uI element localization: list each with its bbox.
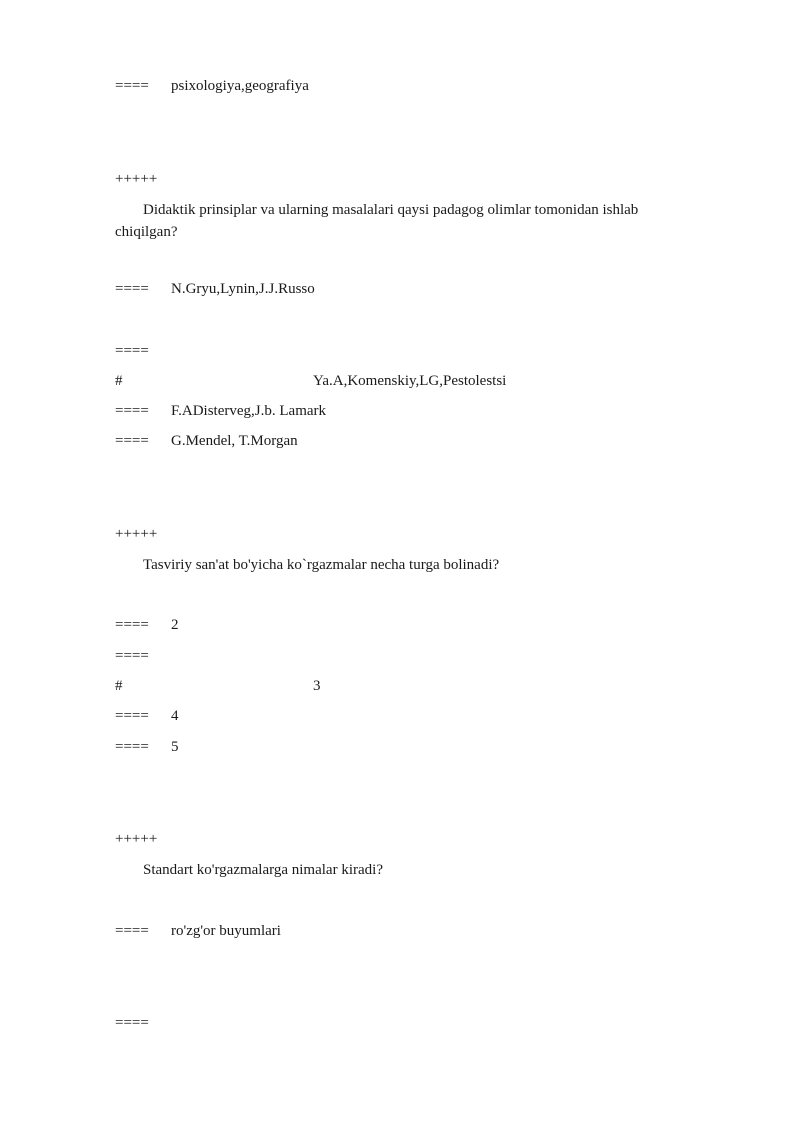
answer-mark: ==== xyxy=(115,343,149,359)
correct-answer-option: 3 xyxy=(313,678,321,694)
answer-mark: ==== xyxy=(115,648,149,664)
answer-option: psixologiya,geografiya xyxy=(171,78,309,94)
answer-option: 4 xyxy=(171,708,179,724)
question-text: Tasviriy san'at bo'yicha ko`rgazmalar necha turga bolinadi? xyxy=(143,557,500,573)
answer-mark: ==== xyxy=(115,281,149,297)
answer-option: F.ADisterveg,J.b. Lamark xyxy=(171,403,327,419)
answer-mark: ==== xyxy=(115,617,149,633)
question-separator: +++++ xyxy=(115,831,158,847)
correct-answer-mark: # xyxy=(115,373,123,389)
question-text: Didaktik prinsiplar va ularning masalalari qaysi padagog olimlar tomonidan ishlab chiqilgan? xyxy=(115,202,639,240)
answer-mark: ==== xyxy=(115,433,149,449)
answer-mark: ==== xyxy=(115,78,149,94)
answer-mark: ==== xyxy=(115,403,149,419)
question-text: Standart ko'rgazmalarga nimalar kiradi? xyxy=(143,862,383,878)
answer-option: G.Mendel, T.Morgan xyxy=(171,433,298,449)
question-separator: +++++ xyxy=(115,171,158,187)
correct-answer-option: Ya.A,Komenskiy,LG,Pestolestsi xyxy=(313,373,507,389)
answer-mark: ==== xyxy=(115,708,149,724)
answer-mark: ==== xyxy=(115,1015,149,1031)
answer-option: 5 xyxy=(171,739,179,755)
answer-option: ro'zg'or buyumlari xyxy=(171,923,281,939)
answer-option: N.Gryu,Lynin,J.J.Russo xyxy=(171,281,315,297)
question-separator: +++++ xyxy=(115,526,158,542)
answer-mark: ==== xyxy=(115,923,149,939)
correct-answer-mark: # xyxy=(115,678,123,694)
answer-option: 2 xyxy=(171,617,179,633)
answer-mark: ==== xyxy=(115,739,149,755)
